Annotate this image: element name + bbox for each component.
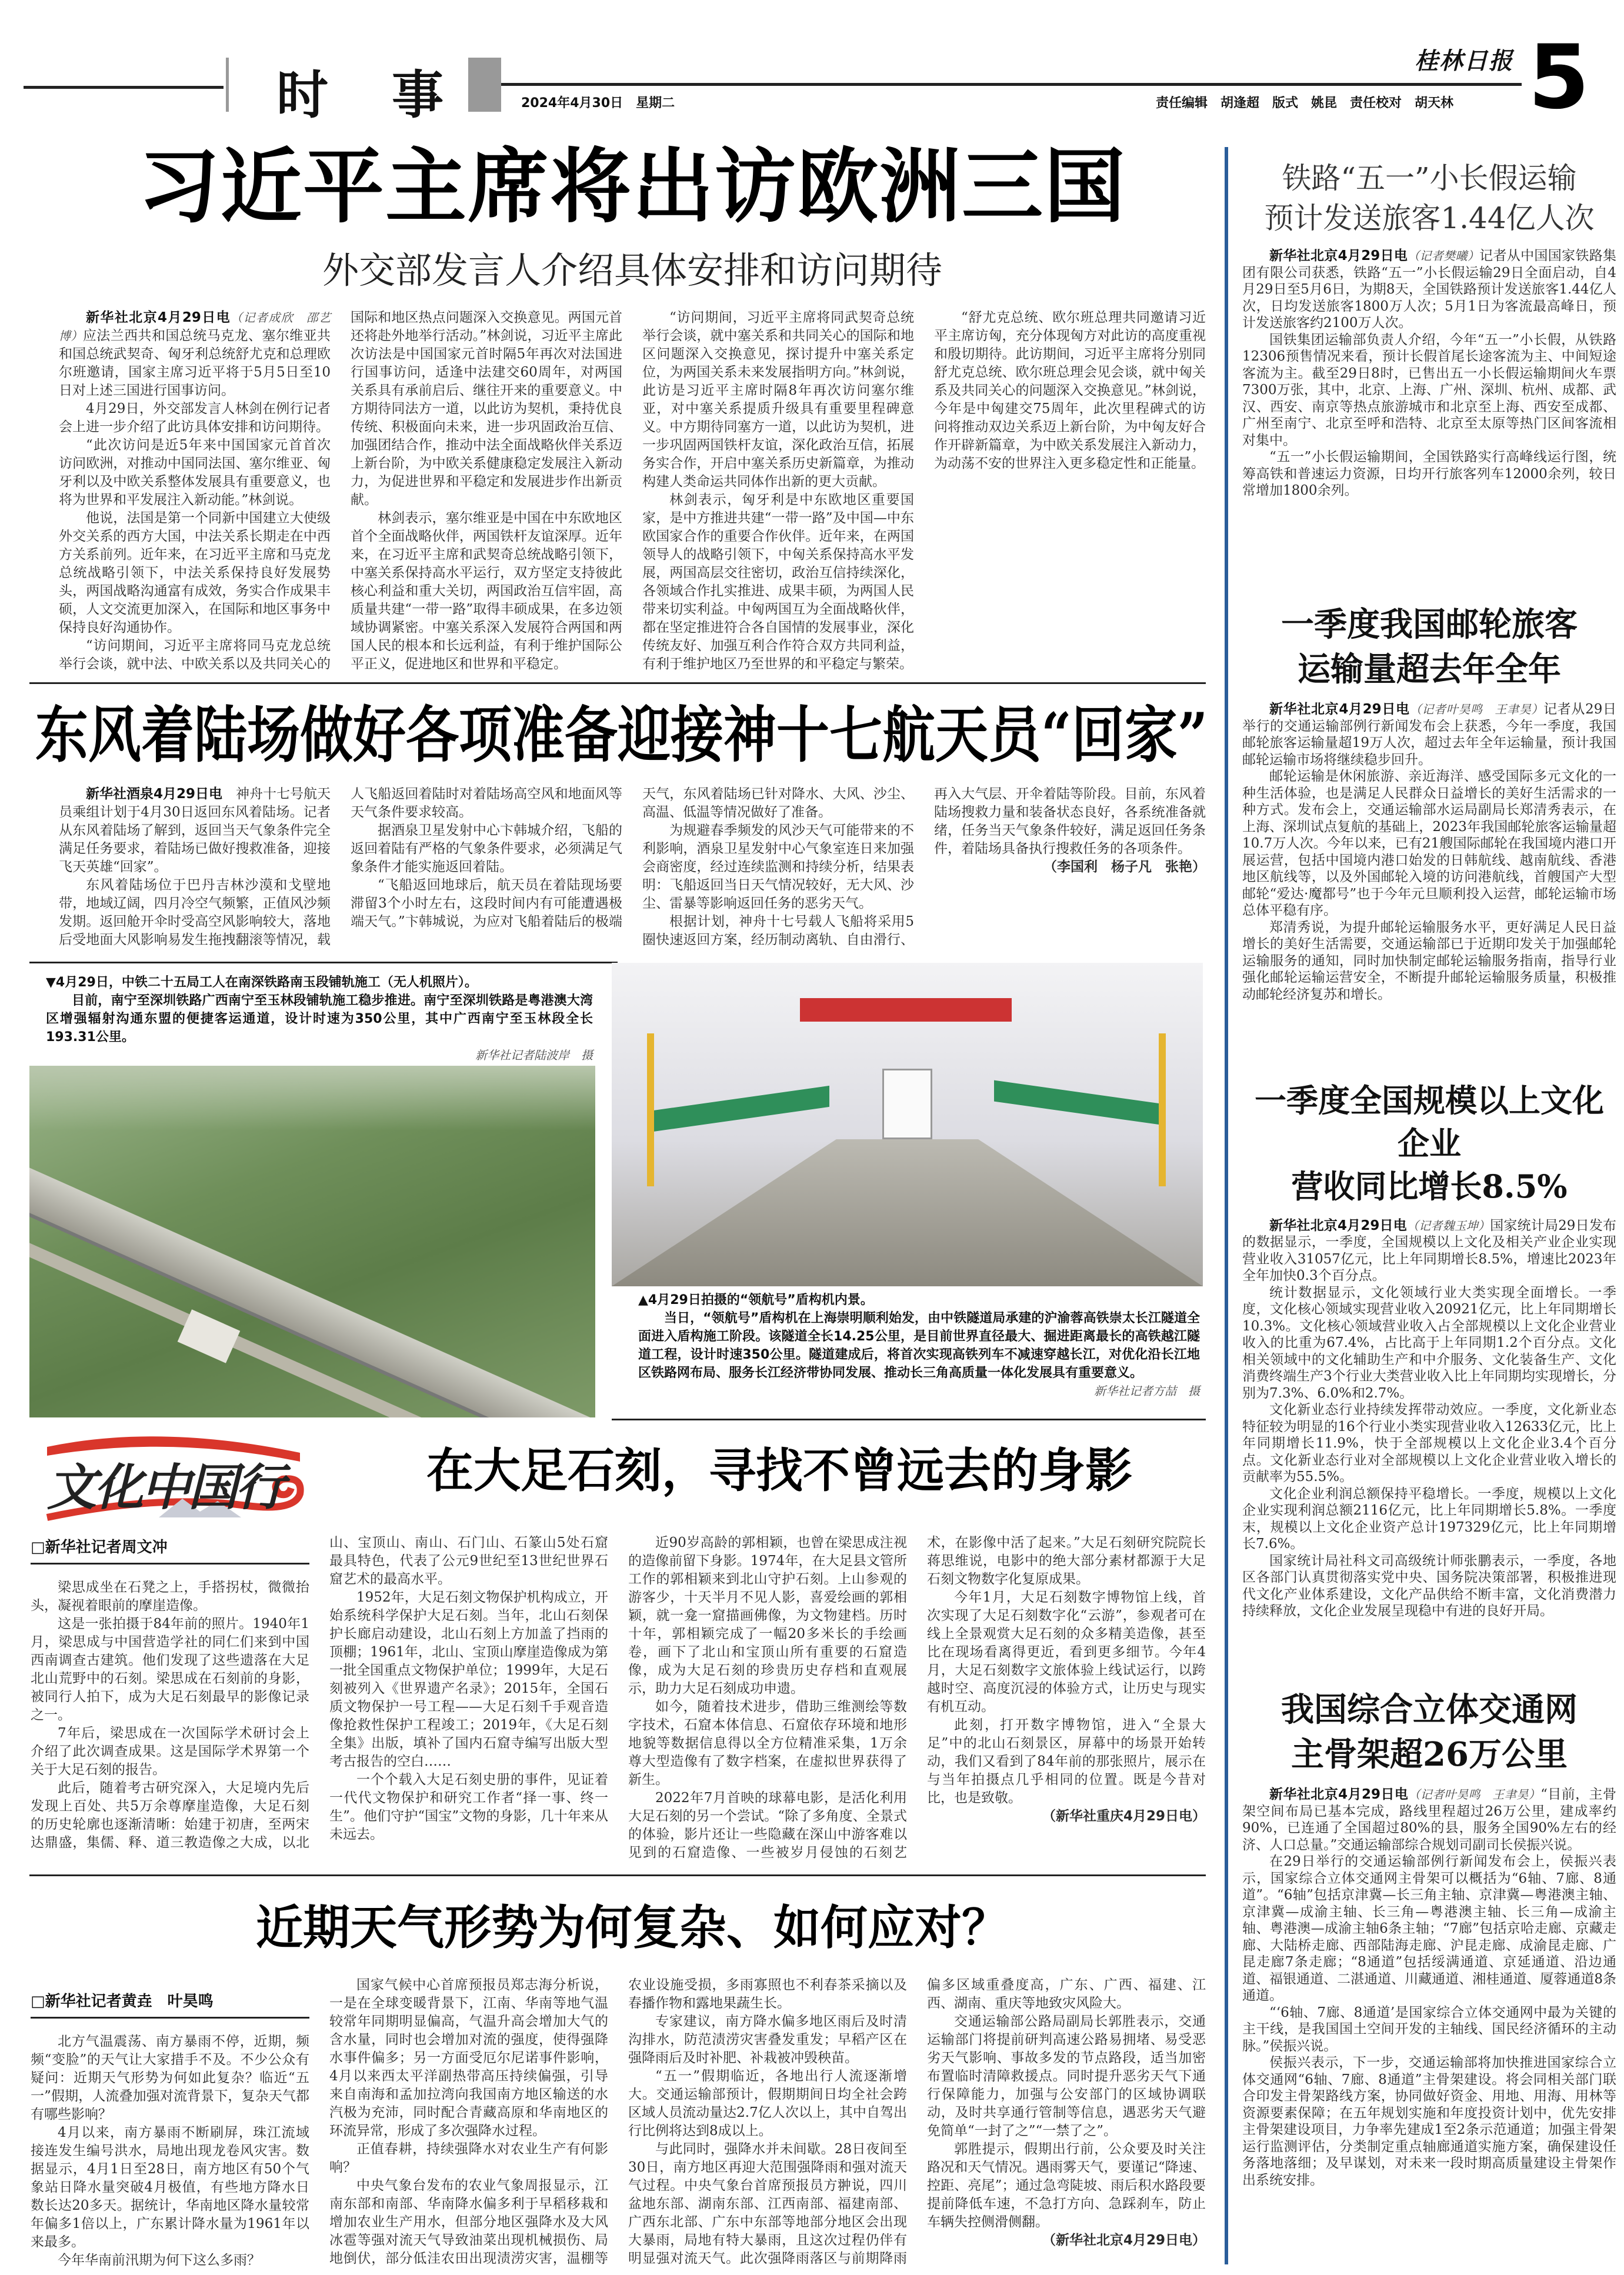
paragraph: 东风着陆场位于巴丹吉林沙漠和戈壁地带，地域辽阔，四月冷空气频繁，正值风沙频发期。返回舱开伞时受高空风影响较大，落地后受地面大风影响易发生拖拽翻滚等情况，载人飞船返回着陆时对着陆场高空风和地面风等天气条件要求较高。	[59, 786, 622, 948]
editor-credits: 责任编辑 胡逢超 版式 姚昆 责任校对 胡天林	[1156, 96, 1454, 111]
weather-body	[31, 1976, 1206, 2270]
lead-paragraph	[1242, 248, 1616, 332]
dateline: 新华社酒泉4月29日电	[86, 786, 223, 802]
paragraph: “飞船返回地球后，航天员在着陆现场要滞留3个小时左右，这段时间内有可能遭遇极端天气。”卞韩城说，为应对飞船着陆后的极端天气，东风着陆场已针对降水、大风、沙尘、高温、低温等情况做好了准备。	[351, 786, 914, 929]
dateline: 新华社北京4月29日电	[1269, 1217, 1407, 1233]
shenzhou-headline: 东风着陆场做好各项准备迎接神十七航天员“回家”	[35, 699, 1208, 771]
paragraph: 林剑表示，匈牙利是中东欧地区重要国家，是中方推进共建“一带一路”及中国—中东欧国家合作的重要合作伙伴。近年来，在两国领导人的战略引领下，中匈关系保持高水平发展，两国高层交往密切，政治互信持续深化，各领域合作扎实推进、成果丰硕，为两国人民带来切实利益。中匈两国互为全面战略伙伴，都在坚定推进符合各自国情的发展事业，深化传统友好、加强互利合作符合双方共同利益，有利于维护地区乃至世界的和平稳定与繁荣。	[642, 492, 914, 672]
paragraph: 近90岁高龄的郭相颖，也曾在梁思成注视的造像前留下身影。1974年，在大足县文管所工作的郭相颖来到北山守护石刻。上山参观的游客少，十天半月不见人影，喜爱绘画的郭相颖，就一龛一窟描画佛像，为文物建档。历时十年，郭相颖完成了一幅20多米长的手绘画卷，画下了北山和宝顶山所有重要的石窟造像，成为大足石刻的珍贵历史存档和直观展示，助力大足石刻成功申遗。	[628, 1535, 907, 1696]
rail-article	[1242, 159, 1616, 565]
section-rule	[29, 1874, 1206, 1876]
paragraph: 郑清秀说，为提升邮轮运输服务水平，更好满足人民日益增长的美好生活需要，交通运输部已于近期印发关于加强邮轮运输服务的通知，同时加快制定邮轮运输服务指南，指导行业强化邮轮运输运营安全，不断提升邮轮运输服务质量，积极推动邮轮经济复苏和增长。	[1242, 919, 1616, 1002]
paragraph: 林剑表示，塞尔维亚是中国在中东欧地区首个全面战略伙伴，两国铁杆友谊深厚。近年来，在习近平主席和武契奇总统战略引领下，中塞关系保持高水平运行，双方坚定支持彼此核心利益和重大关切，两国政治互信牢固，高质量共建“一带一路”取得丰硕成果，在多边领域协调紧密。中塞关系深入发展符合两国和两国人民的根本和长远利益，有利于维护国际公平正义，促进地区和世界和平稳定。	[351, 511, 622, 672]
shield-machine-caption	[638, 1291, 1200, 1400]
weather-headline: 近期天气形势为何复杂、如何应对？	[256, 1900, 1009, 1955]
headline-line: 预计发送旅客1.44亿人次	[1264, 201, 1595, 235]
culture-industry-article	[1242, 1079, 1616, 1667]
dateline: 新华社北京4月29日电	[1269, 702, 1410, 718]
paragraph: 在29日举行的交通运输部例行新闻发布会上，侯振兴表示，国家综合立体交通网主骨架可以概括为“6轴、7廊、8通道”。“6轴”包括京津冀—长三角主轴、京津冀—粤港澳主轴、京津冀—成渝主轴、长三角—粤港澳主轴、长三角—成渝主轴、粤港澳—成渝主轴6条主轴；“7廊”包括京哈走廊、京藏走廊、大陆桥走廊、西部陆海走廊、沪昆走廊、成渝昆走廊、广昆走廊7条走廊；“8通道”包括绥满通道、京延通道、沿边通道、福银通道、二湛通道、川藏通道、湘桂通道、厦蓉通道8条通道。	[1242, 1854, 1616, 2004]
paragraph: 国家气候中心首席预报员郑志海分析说，一是在全球变暖背景下，江南、华南等地气温较常年同期明显偏高，气温升高会增加大气的含水量，同时也会增加对流的强度，使得强降水事件偏多；另一方面受厄尔尼诺事件影响，4月以来西太平洋副热带高压持续偏强，引导来自南海和孟加拉湾向我国南方地区输送的水汽极为充沛，同时配合青藏高原和华南地区的环流异常，形成了多次强降水过程。	[329, 1977, 608, 2139]
paragraph: 4月29日，外交部发言人林剑在例行记者会上进一步介绍了此访具体安排和访问期待。	[59, 401, 331, 435]
section-rule	[612, 1419, 1206, 1420]
lead-text: “目前，主骨架空间布局已基本完成，路线里程超过26万公里，建成率约90%，已连通了全国超过80%的县，服务全国90%左右的经济、人口总量。”交通运输部综合规划司副司长侯振兴说。	[1242, 1787, 1616, 1853]
byline: （记者成欣 邵艺博）	[59, 311, 331, 343]
page-number: 5	[1528, 26, 1590, 129]
headline-line: 运输量超去年全年	[1298, 649, 1561, 689]
railway-photo-caption	[46, 973, 593, 1065]
paragraph: “此次访问是近5年来中国国家元首首次访问欧洲，对推动中国同法国、塞尔维亚、匈牙利以及中欧关系整体发展具有重要意义，也将为世界和平发展注入新动能。”林剑说。	[59, 438, 331, 508]
issue-date: 2024年4月30日 星期二	[521, 96, 675, 111]
signoff: （新华社重庆4月29日电）	[1042, 1809, 1206, 1824]
paragraph: 郭胜提示，假期出行前，公众要及时关注路况和天气情况。遇雨雾天气，要谨记“降速、控距、亮尾”；通过急弯陡坡、雨后积水路段要提前降低车速，不急打方向、急踩刹车，防止车辆失控侧滑侧翻。	[927, 2141, 1206, 2230]
paragraph: 他说，法国是第一个同新中国建立大使级外交关系的西方大国，中法关系长期走在中西方关系前列。近年来，在习近平主席和马克龙总统战略引领下，中法关系保持良好发展势头，两国战略沟通富有成效，务实合作成果丰硕，人文交流更加深入，在国际和地区事务中保持良好沟通协作。	[59, 511, 331, 635]
headline-line: 我国综合立体交通网	[1281, 1690, 1578, 1729]
headline-line: 铁路“五一”小长假运输	[1282, 161, 1577, 195]
shenzhou-body	[59, 785, 1206, 950]
section-rule	[29, 682, 1206, 684]
paragraph: 专家建议，南方降水偏多地区雨后及时清沟排水，防范渍涝灾害叠发重发；早稻产区在强降雨后及时补肥、补栽被冲毁秧苗。	[628, 2014, 907, 2066]
headline-line: 一季度全国规模以上文化企业	[1255, 1082, 1604, 1162]
paragraph: 4月以来，南方暴雨不断刷屏，珠江流域接连发生编号洪水，局地出现龙卷风灾害。数据显示，4月1日至28日，南方地区有50个气象站日降水量突破4月极值，有些地方降水日数长达20多天。据统计，华南地区降水量较常年偏多1倍以上，广东累计降水量为1961年以来最多。	[31, 2125, 309, 2250]
dateline: 新华社北京4月29日电	[1269, 1787, 1409, 1803]
newspaper-logo: 桂林日报	[1415, 47, 1513, 75]
lead-text: 记者从中国国家铁路集团有限公司获悉，铁路“五一”小长假运输29日全面启动，自4月29日至5月6日，为期8天，全国铁路预计发送旅客1.44亿人次，日均发送旅客1800万人次；5月1日为客流最高峰日，预计发送旅客约2100万人次。	[1242, 248, 1616, 331]
headline-line: 一季度我国邮轮旅客	[1281, 605, 1578, 644]
paragraph: 国铁集团运输部负责人介绍，今年“五一”小长假，从铁路12306预售情况来看，预计长假首尾长途客流为主、中间短途客流为主。截至29日8时，已售出五一小长假运输期间火车票7300万张，其中，北京、上海、广州、深圳、杭州、成都、武汉、西安、南京等热点旅游城市和北京至上海、西安至成都、广州至南宁、北京至呼和浩特、北京至太原等热门区间客流相对集中。	[1242, 332, 1616, 448]
byline: （记者樊曦）	[1408, 249, 1480, 263]
article-headline	[1242, 159, 1616, 238]
lead-paragraph	[59, 785, 331, 876]
paragraph: 侯振兴表示，下一步，交通运输部将加快推进国家综合立体交通网“6轴、7廊、8通道”主骨架建设。将会同相关部门联合印发主骨架路线方案，协同做好资金、用地、用海、用林等资源要素保障；在五年规划实施和年度投资计划中，优先安排主骨架建设项目，力争率先建成1至2条示范通道；加强主骨架运行监测评估，分类制定重点轴廊通道实施方案，确保建设任务落地落细；及早谋划，对未来一段时期高质量建设主骨架作出系统安排。	[1242, 2055, 1616, 2188]
header-divider	[226, 58, 229, 112]
signoff: （李国利 杨子凡 张艳）	[1043, 859, 1206, 875]
signoff: （新华社北京4月29日电）	[1042, 2233, 1206, 2248]
paragraph: “五一”小长假运输期间，全国铁路实行高峰线运行图，统筹高铁和普速运力资源，日均开行旅客列车12000余列，较日常增加1800余列。	[1242, 449, 1616, 498]
paragraph: “五一”假期临近，各地出行人流逐渐增大。交通运输部预计，假期期间日均全社会跨区域人员流动量达2.7亿人次以上，其中自驾出行比例将达到8成以上。	[628, 2069, 907, 2139]
lead-paragraph	[1242, 1786, 1616, 1853]
top-story-headline: 习近平主席将出访欧洲三国	[138, 139, 1126, 234]
paragraph: 交通运输部公路局副局长郭胜表示，交通运输部门将提前研判高速公路易拥堵、易受恶劣天气影响、事故多发的节点路段，适当加密布置临时清障救援点。同时提升恶劣天气下通行保障能力，加强与公安部门的区域协调联动，及时共享通行管制等信息，遇恶劣天气避免简单“一封了之”“一禁了之”。	[927, 2014, 1206, 2139]
article-headline	[1242, 603, 1616, 692]
article-headline	[1242, 1688, 1616, 1777]
header-rule-left	[24, 86, 224, 89]
headline-line: 营收同比增长8.5%	[1291, 1167, 1568, 1205]
byline: □新华社记者周文冲	[31, 1534, 309, 1565]
paragraph: 为规避春季频发的风沙天气可能带来的不利影响，酒泉卫星发射中心气象室连日来加强会商密度，经过连续监测和持续分析，结果表明：飞船返回当日天气情况较好，无大风、沙尘、雷暴等影响返回任务的恶劣天气。	[642, 823, 914, 911]
dateline: 新华社北京4月29日电	[1269, 248, 1408, 263]
sidebar-separator	[1225, 147, 1228, 2264]
lead-text: 记者从29日举行的交通运输部例行新闻发布会上获悉，今年一季度，我国邮轮旅客运输量超19万人次，超过去年全年运输量，预计我国邮轮运输市场将继续稳步回升。	[1242, 702, 1616, 768]
paragraph: 中央气象台发布的农业气象周报显示，江南东部和南部、华南降水偏多利于早稻移栽和增加农业生产用水，但部分地区强降水及大风冰雹等强对流天气导致油菜出现机械损伤、局地倒伏，部分低洼农田出现渍涝灾害，温棚等农业设施受损，多雨寡照也不利春茶采摘以及春播作物和露地果蔬生长。	[329, 1977, 907, 2266]
paragraph: “舒尤克总统、欧尔班总理共同邀请习近平主席访匈，充分体现匈方对此访的高度重视和殷切期待。此访期间，习近平主席将分别同舒尤克总统、欧尔班总理会见会谈，就中匈关系及共同关心的问题深入交换意见。”林剑说，今年是中匈建交75周年，此次里程碑式的访问将推动双边关系迈上新台阶，为中匈友好合作开辟新篇章，为中欧关系发展注入新动力，为动荡不安的世界注入更多稳定性和正能量。	[934, 310, 1206, 471]
railway-construction-photo	[29, 1066, 595, 1417]
lead-paragraph	[1242, 701, 1616, 768]
header-rule	[501, 83, 1522, 86]
transport-network-article	[1242, 1688, 1616, 2270]
byline: （记者叶昊鸣 王聿昊）	[1409, 702, 1544, 717]
culture-china-column-logo	[41, 1429, 312, 1529]
article-body	[1242, 248, 1616, 499]
paragraph: 文化新业态行业持续发挥带动效应。一季度，文化新业态特征较为明显的16个行业小类实现营业收入12633亿元，比上年同期增长11.9%，快于全部规模以上文化企业3.4个百分点。文化新业态行业对全部规模以上文化企业营业收入增长的贡献率为55.5%。	[1242, 1402, 1616, 1485]
lead-paragraph	[59, 309, 331, 400]
section-rule	[29, 962, 618, 963]
photo-credit: 新华社记者陆波岸 摄	[475, 1048, 593, 1062]
caption-title: ▲4月29日拍摄的“领航号”盾构机内景。	[638, 1293, 873, 1307]
dazu-body	[31, 1534, 1206, 1863]
paragraph: 邮轮运输是休闲旅游、亲近海洋、感受国际多元文化的一种生活体验，也是满足人民群众日益增长的美好生活需求的一种方式。发布会上，交通运输部水运局副局长郑清秀表示，在上海、深圳试点复航的基础上，2023年我国邮轮旅客运输量超10.7万人次。今年以来，已有21艘国际邮轮在我国境内港口开展运营，包括中国境内港口始发的日韩航线、越南航线、香港地区航线等，以及外国邮轮入境的访问港航线，首艘国产大型邮轮“爱达·魔都号”也于今年元旦顺利投入运营，邮轮运输市场总体平稳有序。	[1242, 769, 1616, 919]
paragraph: 与此同时，强降水并未间歇。28日夜间至30日，南方地区再迎大范围强降雨和强对流天气过程。中央气象台首席预报员方翀说，四川盆地东部、湖南东部、江西南部、福建南部、广西东北部、广东中东部等地部分地区会出现大暴雨，局地有特大暴雨，且这次过程仍伴有明显强对流天气。此次强降雨落区与前期降雨偏多区域重叠度高，广东、广西、福建、江西、湖南、重庆等地致灾风险大。	[628, 1977, 1206, 2266]
lead-text: 神舟十七号航天员乘组计划于4月30日返回东风着陆场。记者从东风着陆场了解到，返回当天气象条件完全满足任务要求，着陆场已做好搜救准备，迎接飞天英雄“回家”。	[59, 786, 331, 875]
culture-logo-text: 文化中国行	[47, 1458, 283, 1516]
article-body	[1242, 1217, 1616, 1620]
byline: （记者魏玉坤）	[1406, 1218, 1490, 1233]
byline: （记者叶昊鸣 王聿昊）	[1408, 1787, 1541, 1802]
paragraph: 根据计划，神舟十七号载人飞船将采用5圈快速返回方案，经历制动离轨、自由滑行、再入大气层、开伞着陆等阶段。目前，东风着陆场搜救力量和装备状态良好，各系统准备就绪，任务当天气象条件较好，满足返回任务条件，着陆场具备执行搜救任务的各项条件。	[642, 786, 1206, 948]
caption-title: ▼4月29日，中铁二十五局工人在南深铁路南玉段铺轨施工（无人机照片）。	[46, 975, 478, 990]
dateline: 新华社北京4月29日电	[86, 310, 231, 325]
article-body	[1242, 701, 1616, 1003]
paragraph: 今年华南前汛期为何下这么多雨？	[58, 2253, 261, 2268]
paragraph: 如今，随着技术进步，借助三维测绘等数字技术，石窟本体信息、石窟依存环境和地形地貌等数据信息得以全方位精准采集，1万余尊大型造像有了数字档案，在虚拟世界获得了新生。	[628, 1699, 907, 1787]
paragraph: “访问期间，习近平主席将同马克龙总统举行会谈，就中法、中欧关系以及共同关心的国际和地区热点问题深入交换意见。两国元首还将赴外地举行活动。”林剑说，习近平主席此次访法是中国国家元首时隔5年再次对法国进行国事访问，适逢中法建交60周年，对两国关系具有承前启后、继往开来的重要意义。中方期待同法方一道，以此访为契机，秉持优良传统、积极面向未来，进一步巩固政治互信、加强团结合作，推动中法全面战略伙伴关系迈上新台阶，为中欧关系健康稳定发展注入新动力，为促进世界和平稳定和发展进步作出新贡献。	[59, 310, 622, 672]
paragraph: 2022年7月首映的球幕电影，是活化利用大足石刻的另一个尝试。“除了多角度、全景式的体验，影片还让一些隐藏在深山中游客难以见到的石窟造像、一些被岁月侵蚀的石刻艺术，在影像中活了起来。”大足石刻研究院院长蒋思维说，电影中的绝大部分素材都源于大足石刻文物数字化复原成果。	[628, 1535, 1206, 1860]
article-headline	[1242, 1079, 1616, 1208]
top-story-subheadline: 外交部发言人介绍具体安排和访问期待	[322, 249, 942, 292]
paragraph: 梁思成坐在石凳之上，手搭拐杖，微微抬头，凝视着眼前的摩崖造像。	[31, 1580, 309, 1613]
paragraph: 一个个载入大足石刻史册的事件，见证着一代代文物保护和研究工作者“择一事、终一生”。他们守护“国宝”文物的身影，几十年来从未远去。	[329, 1772, 608, 1842]
top-story-body	[59, 309, 1206, 676]
paragraph: 今年1月，大足石刻数字博物馆上线，首次实现了大足石刻数字化“云游”，参观者可在线上全景观赏大足石刻的众多精美造像，甚至比在现场看离得更近，看到更多细节。今年4月，大足石刻数字文旅体验上线试运行，以跨越时空、高度沉浸的体验方式，让历史与现实有机互动。	[927, 1590, 1206, 1714]
lead-paragraph	[1242, 1217, 1616, 1285]
paragraph: 此后，随着考古研究深入，大足境内先后发现上百处、共5万余尊摩崖造像，大足石刻的历史轮廓也逐渐清晰：始建于初唐，至两宋达鼎盛，集儒、释、道三教造像之大成，以北山、宝顶山、南山、石门山、石篆山5处石窟最具特色，代表了公元9世纪至13世纪世界石窟艺术的最高水平。	[31, 1535, 608, 1850]
photo-credit: 新华社记者方喆 摄	[1094, 1384, 1200, 1398]
shield-machine-photo	[612, 963, 1203, 1286]
dazu-headline: 在大足石刻，寻找不曾远去的身影	[426, 1443, 1132, 1498]
paragraph: 北方气温震荡、南方暴雨不停，近期，频频“变脸”的天气让大家措手不及。不少公众有疑问：近期天气形势为何如此复杂？临近“五一”假期，人流叠加强对流背景下，复杂天气都有哪些影响？	[31, 2034, 309, 2122]
paragraph: 这是一张拍摄于84年前的照片。1940年1月，梁思成与中国营造学社的同仁们来到中国西南调查古建筑。他们发现了这些遗落在大足北山荒野中的石刻。梁思成在石刻前的身影，被同行人拍下，成为大足石刻最早的影像记录之一。	[31, 1616, 309, 1723]
paragraph: 正值春耕，持续强降水对农业生产有何影响？	[329, 2141, 608, 2175]
caption-text: 当日，“领航号”盾构机在上海崇明顺利始发，由中铁隧道局承建的沪渝蓉高铁崇太长江隧道全面进入盾构施工阶段。该隧道全长14.25公里，是目前世界直径最大、掘进距离最长的高铁越江隧道工程，设计时速350公里。隧道建成后，将首次实现高铁列车不减速穿越长江，对优化沿长江地区铁路网布局、服务长江经济带协同发展、推动长三角高质量一体化发展具有重要意义。	[638, 1311, 1200, 1380]
cruise-article	[1242, 603, 1616, 1062]
paragraph: “‘6轴、7廊、8通道’是国家综合立体交通网中最为关键的主干线，是我国国土空间开发的主轴线、国民经济循环的主动脉。”侯振兴说。	[1242, 2004, 1616, 2054]
paragraph: 此刻，打开数字博物馆，进入“全景大足”中的北山石刻景区，屏幕中的场景开始转动，我们又看到了84年前的那张照片，展示在与当年拍摄点几乎相同的位置。既是今昔对比，也是致敬。	[927, 1717, 1206, 1806]
paragraph: 文化企业利润总额保持平稳增长。一季度，规模以上文化企业实现利润总额2116亿元，比上年同期增长5.8%。一季度末，规模以上文化企业资产总计197329亿元，比上年同期增长7.6%。	[1242, 1486, 1616, 1552]
section-title: 时 事	[276, 65, 450, 125]
article-body	[1242, 1786, 1616, 2189]
paragraph: 据酒泉卫星发射中心卞韩城介绍，飞船的返回着陆有严格的气象条件要求，必须满足气象条件才能实施返回着陆。	[351, 823, 622, 875]
paragraph: 国家统计局社科文司高级统计师张鹏表示，一季度，各地区各部门认真贯彻落实党中央、国务院决策部署，积极推进现代文化产业体系建设，文化产品供给不断丰富，文化消费潜力持续释放，文化企业发展呈现稳中有进的良好开局。	[1242, 1553, 1616, 1619]
paragraph: 7年后，梁思成在一次国际学术研讨会上介绍了此次调查成果。这是国际学术界第一个关于大足石刻的报告。	[31, 1726, 309, 1777]
lead-text: 应法兰西共和国总统马克龙、塞尔维亚共和国总统武契奇、匈牙利总统舒尤克和总理欧尔班邀请，国家主席习近平将于5月5日至10日对上述三国进行国事访问。	[59, 328, 331, 398]
section-bar	[468, 58, 501, 112]
paragraph: “访问期间，习近平主席将同武契奇总统举行会谈，就中塞关系和共同关心的国际和地区问题深入交换意见，探讨提升中塞关系定位，为两国关系未来发展指明方向。”林剑说，此访是习近平主席时隔8年再次访问塞尔维亚，对中塞关系提质升级具有重要里程碑意义。中方期待同塞方一道，以此访为契机，进一步巩固两国铁杆友谊，深化政治互信，拓展务实合作，开启中塞关系历史新篇章，为推动构建人类命运共同体作出新的更大贡献。	[642, 310, 914, 489]
paragraph: 统计数据显示，文化领域行业大类实现全面增长。一季度，文化核心领域实现营业收入20921亿元，比上年同期增长10.3%。文化核心领域营业收入占全部规模以上文化企业营业收入的比重为67.4%，占比高于上年同期1.2个百分点。文化相关领域中的文化辅助生产和中介服务、文化装备生产、文化消费终端生产3个行业大类营业收入比上年同期均实现增长，分别为7.3%、6.0%和2.7%。	[1242, 1285, 1616, 1401]
headline-line: 主骨架超26万公里	[1291, 1734, 1568, 1774]
paragraph: 1952年，大足石刻文物保护机构成立，开始系统科学保护大足石刻。当年，北山石刻保护长廊启动建设，北山石刻上方加盖了挡雨的顶棚；1961年，北山、宝顶山摩崖造像成为第一批全国重点文物保护单位；1999年，大足石刻被列入《世界遗产名录》；2015年，全国石质文物保护一号工程——大足石刻千手观音造像抢救性保护工程竣工；2019年，《大足石刻全集》出版，填补了国内石窟寺编写出版大型考古报告的空白……	[329, 1590, 608, 1769]
byline: □新华社记者黄垚 叶昊鸣	[31, 1988, 309, 2019]
lead-text: 国家统计局29日发布的数据显示，一季度，全国规模以上文化及相关产业企业实现营业收入31057亿元，比上年同期增长8.5%，增速比2023年全年加快0.3个百分点。	[1242, 1217, 1616, 1284]
caption-text: 目前，南宁至深圳铁路广西南宁至玉林段铺轨施工稳步推进。南宁至深圳铁路是粤港澳大湾区增强辐射沟通东盟的便捷客运通道，设计时速为350公里，其中广西南宁至玉林段全长193.31公里。	[46, 993, 593, 1045]
